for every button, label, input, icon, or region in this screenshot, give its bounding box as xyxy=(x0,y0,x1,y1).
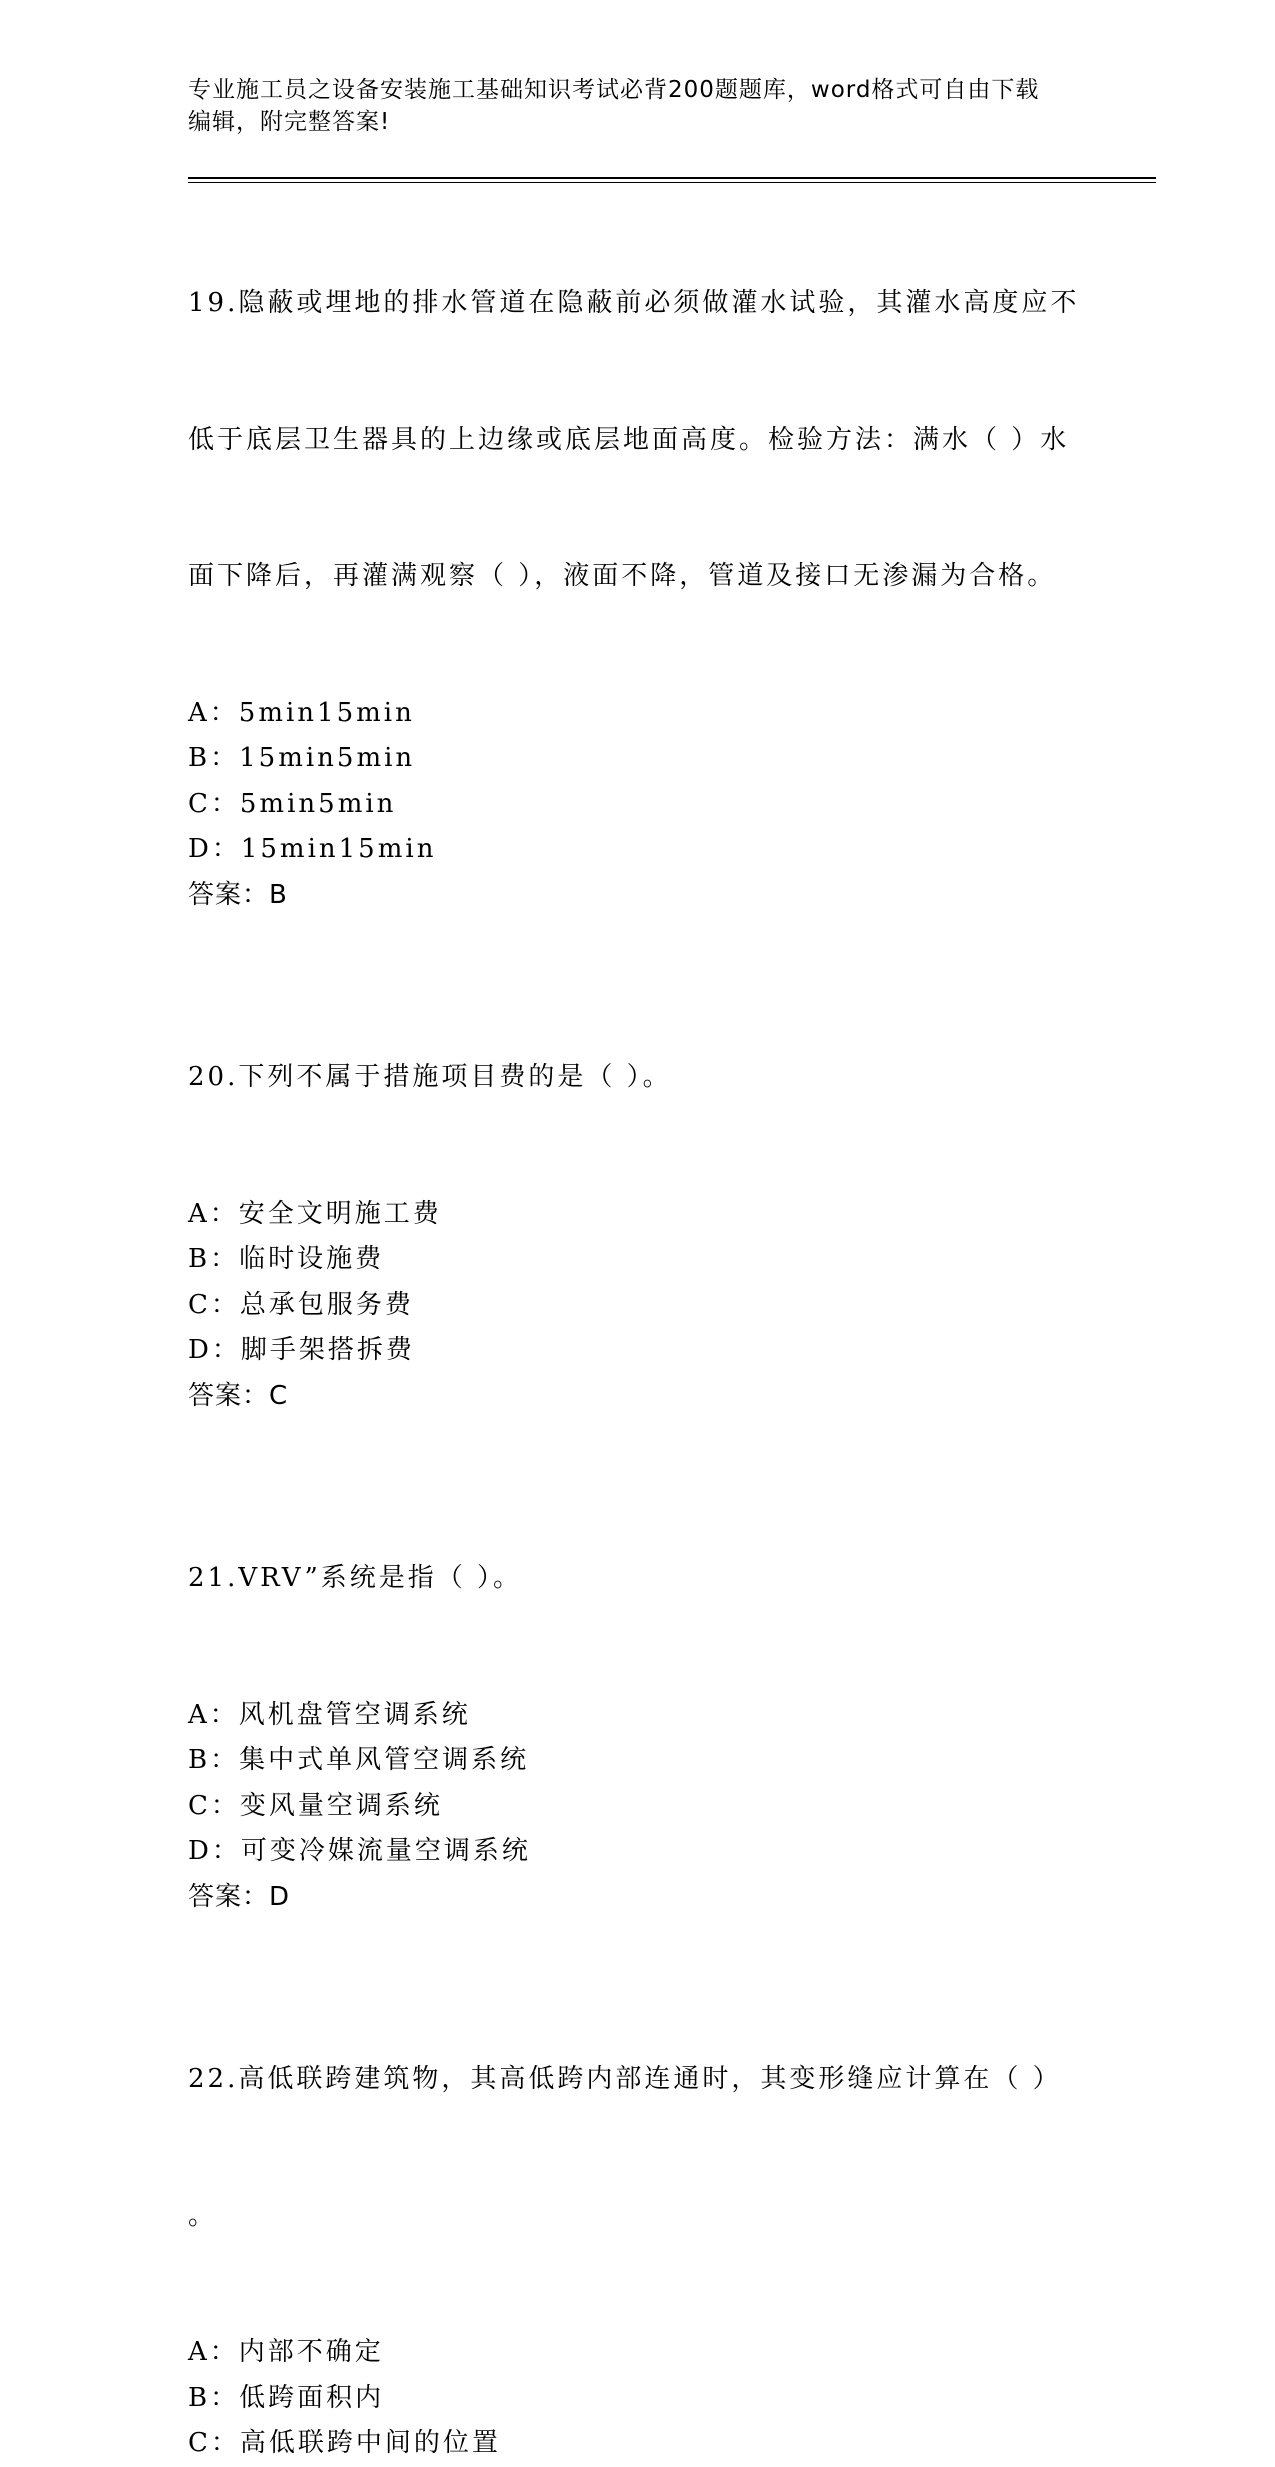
stem-line: 。 xyxy=(188,2200,218,2231)
answer: 答案：B xyxy=(188,879,288,910)
question-stem xyxy=(188,1465,1088,1693)
option-d: D：可变冷媒流量空调系统 xyxy=(188,1836,531,1866)
question-stem xyxy=(188,1966,1088,2330)
question-20 xyxy=(188,964,1088,1419)
stem-line: 20.下列不属于措施项目费的是（ ）。 xyxy=(188,1062,672,1092)
option-d: D：脚手架搭拆费 xyxy=(188,1335,415,1365)
header-divider-thin xyxy=(188,182,1156,183)
option-a: A：安全文明施工费 xyxy=(188,1198,442,1229)
option-a: A：风机盘管空调系统 xyxy=(188,1699,471,1730)
header-line-2: 编辑，附完整答案! xyxy=(188,109,391,135)
stem-line: 21.VRV”系统是指（ ）。 xyxy=(188,1563,523,1593)
option-a: A：内部不确定 xyxy=(188,2337,384,2367)
stem-line: 22.高低联跨建筑物，其高低跨内部连通时，其变形缝应计算在（ ） xyxy=(188,2064,1062,2094)
answer: 答案：D xyxy=(188,1881,291,1912)
option-b: B：临时设施费 xyxy=(188,1244,385,1274)
header-line-1: 专业施工员之设备安装施工基础知识考试必背200题题库，word格式可自由下载 xyxy=(188,77,1040,103)
question-list xyxy=(188,190,1088,2467)
option-b: B：15min5min xyxy=(188,743,416,773)
stem-line: 19.隐蔽或埋地的排水管道在隐蔽前必须做灌水试验，其灌水高度应不 xyxy=(188,288,1080,318)
option-a: A：5min15min xyxy=(188,697,415,728)
stem-line: 面下降后，再灌满观察（ ），液面不降，管道及接口无渗漏为合格。 xyxy=(188,561,1057,591)
question-22 xyxy=(188,1966,1088,2467)
option-c: C：高低联跨中间的位置 xyxy=(188,2428,501,2458)
question-21 xyxy=(188,1465,1088,1920)
option-b: B：低跨面积内 xyxy=(188,2382,385,2413)
option-c: C：变风量空调系统 xyxy=(188,1790,443,1821)
stem-line: 低于底层卫生器具的上边缘或底层地面高度。检验方法：满水（ ）水 xyxy=(188,424,1070,455)
option-c: C：总承包服务费 xyxy=(188,1289,414,1320)
document-header xyxy=(188,74,1088,138)
question-stem xyxy=(188,190,1088,691)
answer: 答案：C xyxy=(188,1380,289,1411)
option-c: C：5min5min xyxy=(188,788,397,819)
question-19 xyxy=(188,190,1088,918)
header-divider-thick xyxy=(188,177,1156,179)
question-stem xyxy=(188,964,1088,1192)
option-d: D：15min15min xyxy=(188,834,437,864)
option-b: B：集中式单风管空调系统 xyxy=(188,1745,530,1775)
